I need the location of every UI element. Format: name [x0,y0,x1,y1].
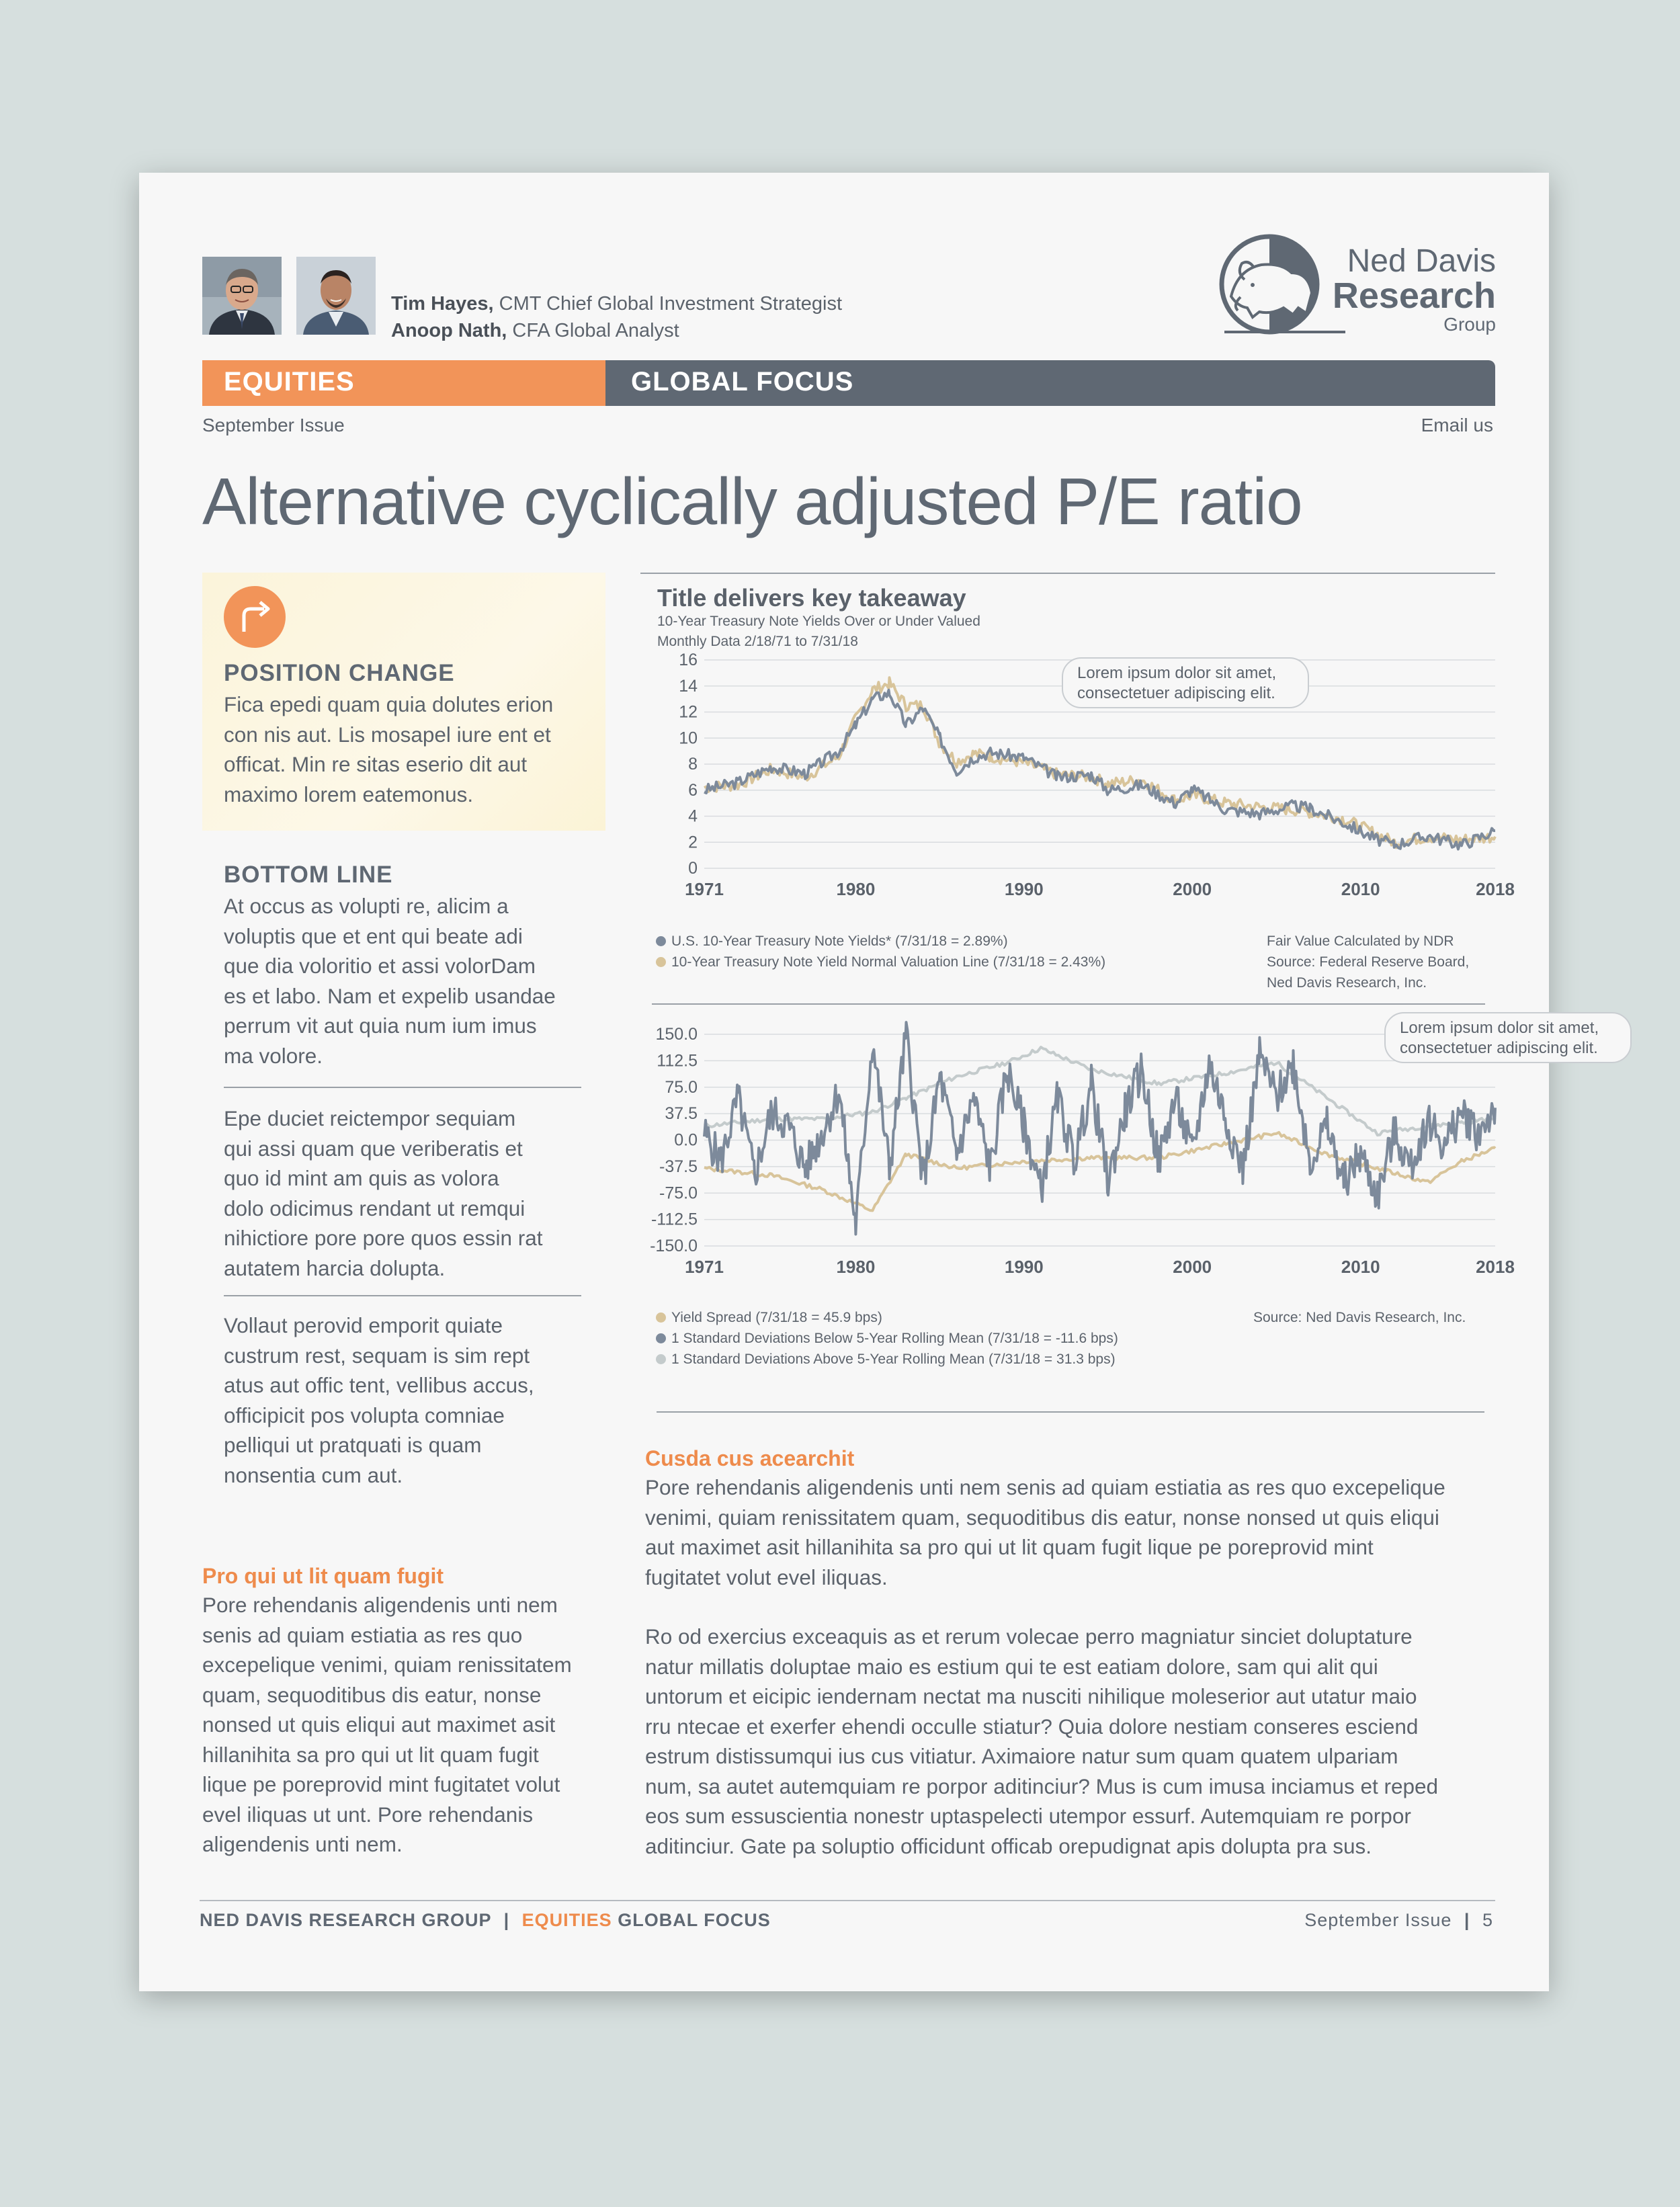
email-us-link[interactable]: Email us [1421,415,1493,435]
footer-page-separator: | [1464,1910,1470,1930]
logo-line-1: Ned Davis [1347,243,1496,279]
section-banner: EQUITIES [202,360,605,406]
legend-label: 1 Standard Deviations Below 5-Year Rolling Mean (7/31/18 = -11.6 bps) [671,1331,1118,1346]
chart1-source [1267,931,1469,993]
text-line: quo id mint am quis as volora [224,1166,499,1190]
y-tick-label: -75.0 [659,1183,698,1203]
document-page [139,173,1599,1991]
author-name: Tim Hayes, [391,293,494,315]
text-line: aligendenis unti nem. [202,1832,403,1856]
main-article-para-1 [645,1472,1499,1592]
text-line: quam, sequoditibus dis eatur, nonse [202,1682,542,1707]
text-line: Pore rehendanis aligendenis unti nem [202,1593,558,1617]
left-article-heading: Pro qui ut lit quam fugit [202,1564,444,1588]
x-tick-label: 1971 [685,879,724,899]
y-tick-label: 12 [679,702,698,722]
y-tick-label: 37.5 [665,1104,698,1124]
author-photo-tim-hayes [202,257,282,335]
text-line: nihictiore pore pore quos essin rat [224,1226,543,1250]
y-tick-label: 8 [688,755,698,774]
x-tick-label: 1980 [836,1257,876,1277]
footer-rule [200,1900,1495,1901]
text-line: hillanihita sa pro qui ut lit quam fugit [202,1742,539,1767]
author-credits [391,290,842,344]
bottom-line-para-2 [224,1104,587,1283]
text-line: perrum vit aut quia num ium imus [224,1013,537,1038]
y-tick-label: 0.0 [674,1130,698,1150]
text-line: voluptis que et ent qui beate adi [224,923,523,948]
source-line: Source: Federal Reserve Board, [1267,954,1470,970]
text-line: num, sa autet autemquiam re porpor aditinciur? Mus is cum imusa inciamus et reped [645,1774,1439,1798]
text-line: venimi, quiam renissitatem quam, sequoditibus dis eatur, nonse nonsed ut quis eliqui [645,1505,1439,1530]
text-line: Epe duciet reictempor sequiam [224,1106,516,1130]
yield-spread-line [704,1022,1495,1235]
y-tick-label: 75.0 [665,1077,698,1097]
text-line: natur millatis doluptae maio es estium qui te est eatiam dolore, sam qui alit qui [645,1654,1378,1679]
text-line: estrum distissumqui ius cus vitiatur. Aximaiore natur sum quam quatem ulpariam [645,1744,1398,1768]
text-line: excepelique venimi, quiam renissitatem [202,1653,572,1677]
x-tick-label: 1990 [1004,879,1044,899]
chart-subtitle-2: Monthly Data 2/18/71 to 7/31/18 [657,634,858,649]
legend-item [656,1307,1118,1328]
legend-item [656,952,1105,972]
x-tick-label: 2010 [1341,879,1380,899]
y-tick-label: -37.5 [659,1157,698,1176]
legend-label: 10-Year Treasury Note Yield Normal Valuation Line (7/31/18 = 2.43%) [671,954,1106,970]
x-tick-label: 2018 [1476,879,1515,899]
text-line: pelliqui ut pratquati is quam [224,1433,482,1457]
legend-item [656,1328,1118,1349]
text-line: Fica epedi quam quia dolutes erion [224,692,554,716]
annotation-text: consectetuer adipiscing elit. [1077,684,1275,702]
chart2-source: Source: Ned Davis Research, Inc. [1253,1310,1466,1325]
author-name: Anoop Nath, [391,320,507,341]
yield-spread-chart [640,1013,1599,1315]
bottom-line-para-1 [224,891,587,1071]
footer-page-number: 5 [1482,1910,1493,1930]
text-line: aditinciur. Gate pa soluptio officidunt officab orepudignat apis dolupta pra sus. [645,1833,1372,1858]
footer-right [1304,1910,1493,1931]
y-tick-label: 16 [679,651,698,669]
text-line: maximo lorem eatemonus. [224,782,474,806]
x-tick-label: 2010 [1341,1257,1380,1277]
source-line: Ned Davis Research, Inc. [1267,975,1427,991]
logo-line-2: Research [1332,276,1496,316]
divider [224,1087,581,1088]
text-line: aut maximet asit hillanihita sa pro qui ut lit quam fugit lique pe poreprovid mint [645,1535,1374,1559]
legend-swatch [656,1354,666,1364]
legend-item [656,1349,1118,1370]
annotation-text: Lorem ipsum dolor sit amet, [1400,1019,1599,1037]
chart-title: Title delivers key takeaway [657,584,966,612]
x-tick-label: 1971 [685,1257,724,1277]
text-line: rru ntecae et exerfer ehendi occulle stiatur? Quia dolore nestiam conseres esciend [645,1714,1419,1739]
legend-label: Yield Spread (7/31/18 = 45.9 bps) [671,1310,882,1325]
main-article-heading: Cusda cus acearchit [645,1446,855,1470]
text-line: ma volore. [224,1043,323,1068]
x-tick-label: 1990 [1004,1257,1044,1277]
page-title: Alternative cyclically adjusted P/E ratio [202,464,1302,538]
y-tick-label: 150.0 [655,1025,698,1044]
text-line: officipicit pos volupta comniae [224,1403,505,1427]
subsection-banner: GLOBAL FOCUS [605,360,1495,406]
text-line: officat. Min re sitas eserio dit aut [224,752,528,776]
main-article [645,1446,1499,1861]
legend-label: U.S. 10-Year Treasury Note Yields* (7/31/18 = 2.89%) [671,933,1008,949]
y-tick-label: 112.5 [657,1051,698,1071]
left-article-body [202,1590,605,1860]
logo-line-3: Group [1443,314,1496,335]
legend-swatch [656,957,666,967]
divider [652,1003,1485,1005]
x-tick-label: 2018 [1476,1257,1515,1277]
chart1-legend [656,931,1105,972]
footer-org: NED DAVIS RESEARCH GROUP [200,1910,492,1930]
legend-label: 1 Standard Deviations Above 5-Year Rolling Mean (7/31/18 = 31.3 bps) [671,1351,1116,1367]
x-tick-label: 2000 [1173,1257,1212,1277]
x-tick-label: 1980 [836,879,876,899]
chart-subtitle-1: 10-Year Treasury Note Yields Over or Under Valued [657,614,980,629]
left-article [202,1564,605,1860]
footer-left [200,1910,771,1931]
divider [224,1295,581,1296]
bottom-line-section [224,862,587,1071]
ned-davis-logo [1218,233,1500,340]
y-tick-label: 10 [679,728,698,748]
bottom-line-para-3 [224,1310,587,1490]
text-line: Vollaut perovid emporit quiate [224,1313,503,1337]
author-title: CMT Chief Global Investment Strategist [499,293,843,315]
yield-chart [640,651,1515,925]
text-line: custrum rest, sequam is sim rept [224,1343,530,1368]
text-line: senis ad quiam estiatia as res quo [202,1622,523,1647]
callout-heading: POSITION CHANGE [224,660,455,686]
x-tick-label: 2000 [1173,879,1212,899]
bottom-line-heading: BOTTOM LINE [224,862,393,888]
treasury-yield-line [704,690,1495,849]
text-line: Pore rehendanis aligendenis unti nem senis ad quiam estiatia as res quo excepelique [645,1475,1445,1499]
legend-swatch [656,1333,666,1343]
text-line: con nis aut. Lis mosapel iure ent et [224,722,551,747]
author-photo-anoop-nath [296,257,376,335]
text-line: eos sum essuscientia nonestr uptaspelecti utempor essurf. Autemquiam re porpor [645,1804,1411,1828]
text-line: fugitatet volut evel iliquas. [645,1565,888,1589]
text-line: nonsed ut quis eliqui aut maximet asit [202,1712,556,1737]
chart-top-rule [640,573,1495,574]
y-tick-label: 0 [688,859,698,878]
text-line: dolo odicimus rendant ut remqui [224,1196,526,1220]
author-line-2 [391,317,842,344]
y-tick-label: 2 [688,833,698,852]
text-line: es et labo. Nam et expelib usandae [224,983,556,1008]
footer-separator: | [503,1910,510,1930]
turn-arrow-icon [224,586,286,648]
legend-swatch [656,936,666,946]
legend-swatch [656,1313,666,1323]
author-line-1 [391,290,842,317]
annotation-text: Lorem ipsum dolor sit amet, [1077,664,1277,682]
text-line: qui assi quam que veriberatis et [224,1136,523,1161]
author-title: CFA Global Analyst [512,320,679,341]
y-tick-label: 14 [679,676,698,696]
position-change-callout [202,573,605,831]
text-line: nonsentia cum aut. [224,1462,403,1487]
y-tick-label: 4 [688,806,698,826]
text-line: atus aut offic tent, vellibus accus, [224,1373,534,1397]
y-tick-label: -150.0 [650,1237,698,1255]
text-line: que dia voloritio et assi volorDam [224,954,536,978]
main-article-para-2 [645,1622,1499,1861]
text-line: lique pe poreprovid mint fugitatet volut [202,1772,560,1796]
y-tick-label: 6 [688,780,698,800]
text-line: untorum et eicipic iendernam nectat ma nusciti nihilique moleserior aut utatur maio [645,1684,1417,1708]
annotation-text: consectetuer adipiscing elit. [1400,1039,1598,1057]
callout-body [224,690,587,809]
source-line: Fair Value Calculated by NDR [1267,933,1454,949]
chart2-legend [656,1307,1118,1370]
legend-item [656,931,1105,952]
text-line: Ro od exercius exceaquis as et rerum volecae perro magniatur sinciet doluptature [645,1624,1413,1649]
footer-issue: September Issue [1304,1910,1452,1930]
footer-subsection: GLOBAL FOCUS [618,1910,771,1930]
text-line: At occus as volupti re, alicim a [224,894,509,918]
text-line: evel iliquas ut unt. Pore rehendanis [202,1802,534,1827]
divider [657,1411,1484,1413]
y-tick-label: -112.5 [650,1210,698,1229]
footer-section: EQUITIES [521,1910,612,1930]
text-line: autatem harcia dolupta. [224,1255,446,1280]
issue-label: September Issue [202,415,345,435]
